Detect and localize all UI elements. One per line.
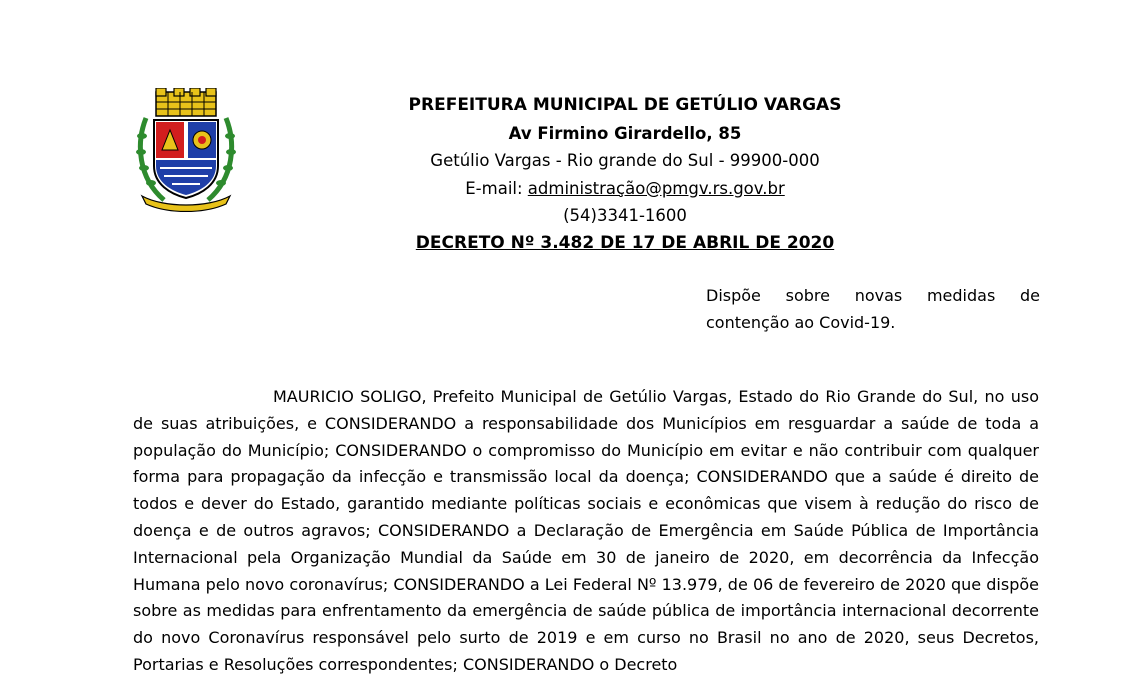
- institution-name: PREFEITURA MUNICIPAL DE GETÚLIO VARGAS: [408, 95, 842, 115]
- decree-body-paragraph: MAURICIO SOLIGO, Prefeito Municipal de Getúlio Vargas, Estado do Rio Grande do Sul, no uso de suas atribuições, e CONSIDERANDO a responsabilidade dos Municípios em resguardar a saúde de toda a população do Município; CONSIDERANDO o compromisso do Município em evitar e não contribuir com qualquer forma para propagação da infecção e transmissão local da doença; CONSIDERANDO que a saúde é direito de todos e dever do Estado, garantido mediante políticas sociais e econômicas que visem à redução do risco de doença e de outros agravos; CONSIDERANDO a Declaração de Emergência em Saúde Pública de Importância Internacional pela Organização Mundial da Saúde em 30 de janeiro de 2020, em decorrência da Infecção Humana pelo novo coronavírus; CONSIDERANDO a Lei Federal Nº 13.979, de 06 de fevereiro de 2020 que dispõe sobre as medidas para enfrentamento da emergência de saúde pública de importância internacional decorrente do novo Coronavírus responsável pelo surto de 2019 e em curso no Brasil no ano de 2020, seus Decretos, Portarias e Resoluções correspondentes; CONSIDERANDO o Decreto: [133, 387, 1039, 674]
- phone-number: (54)3341-1600: [563, 206, 687, 225]
- letterhead: [380, 92, 870, 257]
- email-label: E-mail:: [465, 178, 528, 198]
- institution-address: Av Firmino Girardello, 85: [508, 123, 742, 143]
- coat-of-arms-icon: [134, 88, 238, 212]
- decree-summary: Dispõe sobre novas medidas de contenção ao Covid-19.: [706, 286, 1040, 332]
- decree-title: DECRETO Nº 3.482 DE 17 DE ABRIL DE 2020: [415, 232, 835, 253]
- email-link[interactable]: administração@pmgv.rs.gov.br: [527, 178, 785, 198]
- city-state-zip: Getúlio Vargas - Rio grande do Sul - 99900-000: [430, 151, 820, 170]
- email-line: [380, 175, 870, 203]
